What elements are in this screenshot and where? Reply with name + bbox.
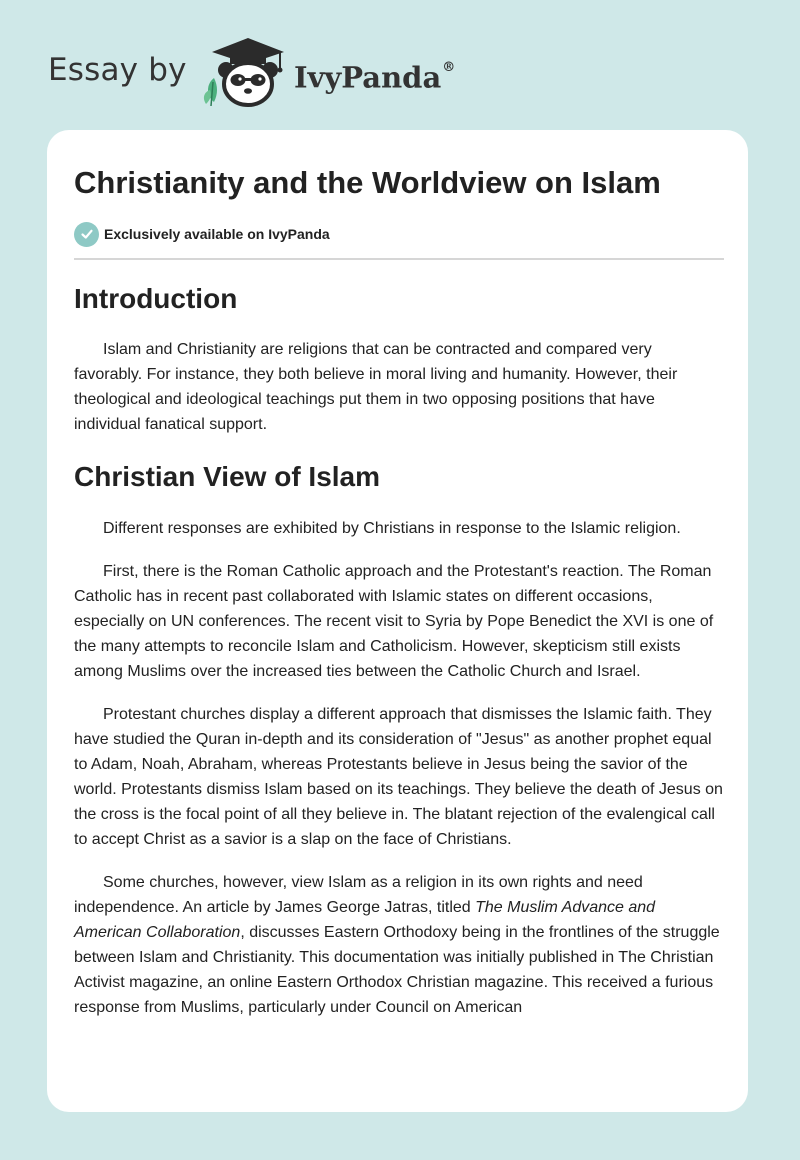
paragraph: Protestant churches display a different approach that dismisses the Islamic faith. They have studied the Quran in-depth and its consideration of "Jesus" as another prophet equal to Adam, Noah, Abraham, whereas Protestants believe in Jesus being the savior of the world. Protestants dismiss Islam based on its teachings. They believe the death of Jesus on the cross is the focal point of all they believe in. The blatant rejection of the evalengical call to accept Christ as a savior is a slap on the face of Christians. — [74, 706, 723, 848]
site-header — [0, 0, 800, 130]
exclusive-badge-label: Exclusively available on IvyPanda — [104, 226, 330, 242]
paragraph: Islam and Christianity are religions that can be contracted and compared very favorably. For instance, they both believe in moral living and humanity. However, their theological and ideological teachings put them in two opposing positions that have individual fanatical support. — [74, 341, 678, 433]
check-circle-icon — [74, 222, 99, 247]
title-divider — [74, 258, 724, 260]
essay-by-label: Essay by — [48, 52, 187, 88]
article-reference-title: The Muslim Advance and American Collaboration — [74, 899, 656, 941]
registered-mark: ® — [442, 60, 456, 75]
exclusive-badge — [74, 221, 724, 247]
section-heading-christian-view: Christian View of Islam — [74, 461, 381, 492]
paragraph: First, there is the Roman Catholic approach and the Protestant's reaction. The Roman Catholic has in recent past collaborated with Islamic states on different occasions, especially on UN conferences. The recent visit to Syria by Pope Benedict the XVI is one of the many attempts to reconcile Islam and Catholicism. However, skepticism still exists among Muslims over the increased ties between the Catholic Church and Israel. — [74, 563, 714, 680]
paragraph-text: , discusses Eastern Orthodoxy being in the frontlines of the struggle between Islam and Christianity. This documentation was initially published in The Christian Activist magazine, an online Eastern Orthodox Christian magazine. This received a furious response from Muslims, particularly under Council on American — [74, 924, 720, 1016]
article-title: Christianity and the Worldview on Islam — [74, 165, 661, 200]
ivypanda-logo-icon[interactable] — [200, 34, 292, 110]
brand-name[interactable] — [294, 54, 455, 98]
section-heading-introduction: Introduction — [74, 283, 238, 314]
article-card — [47, 130, 748, 1112]
article-content — [74, 160, 724, 1020]
paragraph — [74, 870, 724, 1020]
paragraph: Different responses are exhibited by Christians in response to the Islamic religion. — [103, 520, 681, 537]
paragraph-text: Some churches, however, view Islam as a religion in its own rights and need independence. An article by James George Jatras, titled — [74, 874, 643, 916]
brand-text: IvyPanda — [294, 60, 442, 95]
